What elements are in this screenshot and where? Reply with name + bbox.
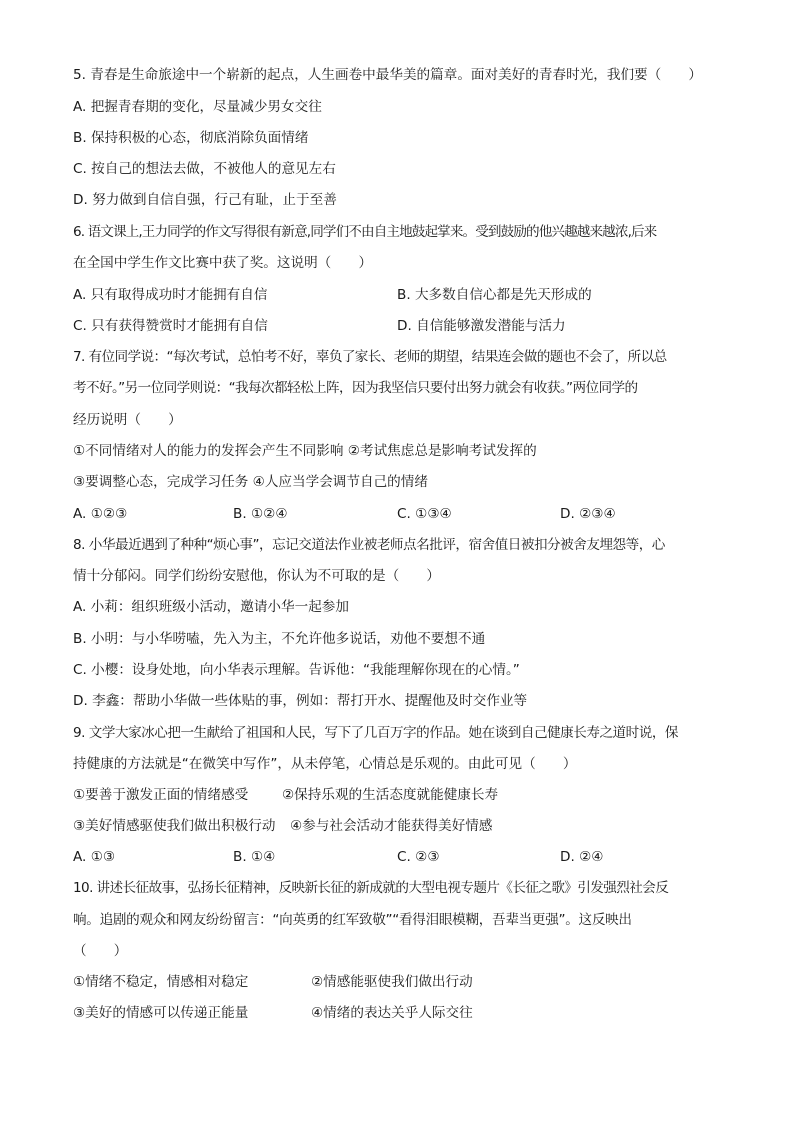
question-9-stem-line-2: 持健康的方法就是“在微笑中写作”，从未停笔，心情总是乐观的。由此可见（ ） — [73, 756, 577, 772]
question-5-stem: 5. 青春是生命旅途中一个崭新的起点，人生画卷中最华美的篇章。面对美好的青春时光，我们要（ ） — [73, 67, 703, 83]
question-5-option-a: A. 把握青春期的变化，尽量减少男女交往 — [73, 99, 322, 115]
question-6-stem-line-2: 在全国中学生作文比赛中获了奖。这说明（ ） — [73, 255, 373, 271]
question-5-option-b: B. 保持积极的心态，彻底消除负面情绪 — [73, 130, 309, 146]
question-6-option-b: B. 大多数自信心都是先天形成的 — [397, 287, 592, 303]
question-9-stem-line-1: 9. 文学大家冰心把一生献给了祖国和人民，写下了几百万字的作品。她在谈到自己健康长寿之道时说，保 — [73, 725, 679, 741]
question-10-stem-line-2: 响。追剧的观众和网友纷纷留言：“向英勇的红军致敬”“看得泪眼模糊，吾辈当更强”。这反映出 — [73, 912, 632, 928]
question-10-statement-3: ③美好的情感可以传递正能量 — [73, 1005, 249, 1021]
question-7-stem-line-2: 考不好。”另一位同学则说：“我每次都轻松上阵，因为我坚信只要付出努力就会有收获。”两位同学的 — [73, 380, 638, 396]
question-10-statement-4: ④情绪的表达关乎人际交往 — [311, 1005, 473, 1021]
question-9-option-c: C. ②③ — [397, 849, 440, 865]
question-9-statement-3: ③美好情感驱使我们做出积极行动 — [73, 818, 276, 834]
question-8-option-b: B. 小明：与小华唠嗑，先入为主，不允许他多说话，劝他不要想不通 — [73, 631, 486, 647]
question-7-option-c: C. ①③④ — [397, 506, 452, 522]
question-10-statement-1: ①情绪不稳定，情感相对稳定 — [73, 974, 249, 990]
question-5-option-d: D. 努力做到自信自强，行己有耻，止于至善 — [73, 192, 337, 208]
question-9-option-b: B. ①④ — [233, 849, 276, 865]
question-8-stem-line-2: 情十分郁闷。同学们纷纷安慰他，你认为不可取的是（ ） — [73, 568, 441, 584]
question-7-stem-line-1: 7. 有位同学说：“每次考试，总怕考不好，辜负了家长、老师的期望，结果连会做的题也不会了，所以总 — [73, 349, 667, 365]
question-5-option-c: C. 按自己的想法去做，不被他人的意见左右 — [73, 161, 336, 177]
question-10-statement-2: ②情感能驱使我们做出行动 — [311, 974, 473, 990]
question-6-option-d: D. 自信能够激发潜能与活力 — [397, 318, 566, 334]
question-10-stem-line-3: （ ） — [73, 943, 128, 959]
question-6-option-a: A. 只有取得成功时才能拥有自信 — [73, 287, 268, 303]
question-7-option-d: D. ②③④ — [560, 506, 616, 522]
question-8-stem-line-1: 8. 小华最近遇到了种种“烦心事”，忘记交道法作业被老师点名批评，宿舍值日被扣分被舍友埋怨等，心 — [73, 537, 665, 553]
question-6-option-c: C. 只有获得赞赏时才能拥有自信 — [73, 318, 268, 334]
question-9-statement-2: ②保持乐观的生活态度就能健康长寿 — [282, 787, 499, 803]
question-9-statement-1: ①要善于激发正面的情绪感受 — [73, 787, 249, 803]
question-7-statements-line-2: ③要调整心态，完成学习任务 ④人应当学会调节自己的情绪 — [73, 474, 428, 490]
question-9-option-a: A. ①③ — [73, 849, 116, 865]
question-7-option-b: B. ①②④ — [233, 506, 288, 522]
question-6-stem-line-1: 6. 语文课上,王力同学的作文写得很有新意,同学们不由自主地鼓起掌来。受到鼓励的他兴趣越来越浓,后来 — [73, 224, 657, 240]
question-7-option-a: A. ①②③ — [73, 506, 128, 522]
question-8-option-d: D. 李鑫：帮助小华做一些体贴的事，例如：帮打开水、提醒他及时交作业等 — [73, 693, 528, 709]
question-7-stem-line-3: 经历说明（ ） — [73, 412, 182, 428]
question-9-statement-4: ④参与社会活动才能获得美好情感 — [290, 818, 493, 834]
question-8-option-c: C. 小樱：设身处地，向小华表示理解。告诉他：“我能理解你现在的心情。” — [73, 662, 520, 678]
question-7-statements-line-1: ①不同情绪对人的能力的发挥会产生不同影响 ②考试焦虑总是影响考试发挥的 — [73, 443, 537, 459]
question-8-option-a: A. 小莉：组织班级小活动，邀请小华一起参加 — [73, 599, 349, 615]
question-10-stem-line-1: 10. 讲述长征故事，弘扬长征精神，反映新长征的新成就的大型电视专题片《长征之歌》引发强烈社会反 — [73, 880, 669, 896]
question-9-option-d: D. ②④ — [560, 849, 604, 865]
